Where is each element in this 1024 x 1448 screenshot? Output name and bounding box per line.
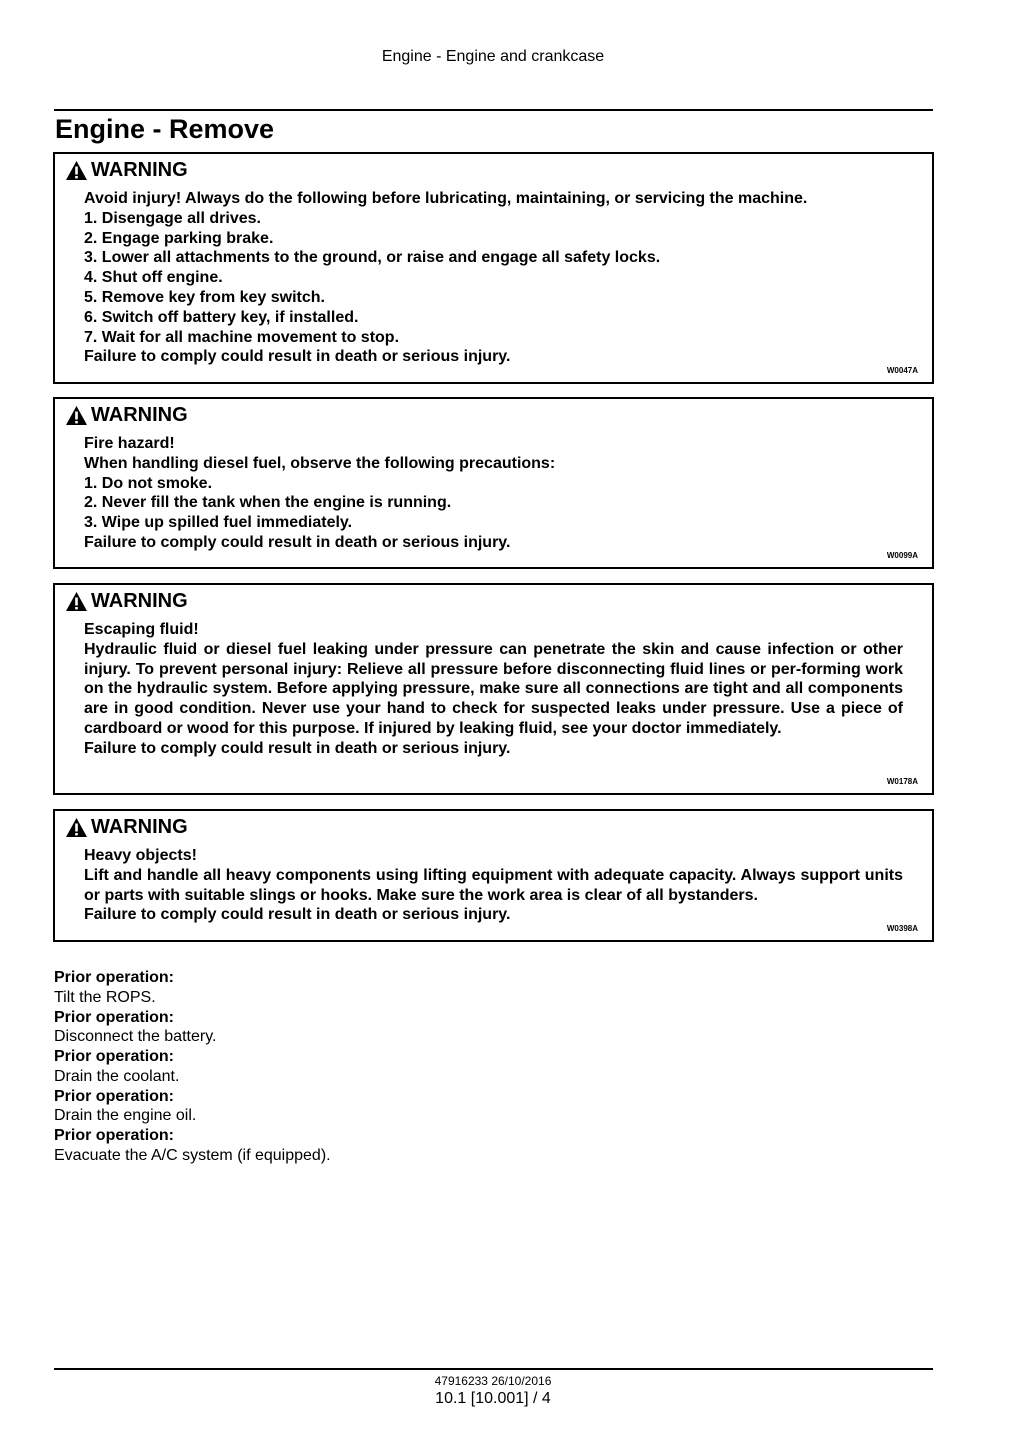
warning-intro: Heavy objects! [84,847,197,864]
prior-operation-label: Prior operation: [54,1127,175,1144]
running-header: Engine - Engine and crankcase [381,48,605,65]
warning-line: 5. Remove key from key switch. [84,288,325,306]
warning-box-fire [53,397,934,569]
warning-heading-label: WARNING [91,404,188,426]
warning-line: 1. Disengage all drives. [84,209,261,227]
warning-intro: Escaping fluid! [84,621,199,638]
warning-heading-label: WARNING [91,816,188,838]
warning-line: Avoid injury! Always do the following before lubricating, maintaining, or servicing the machine. [84,190,808,207]
warning-code: W0398A [886,924,918,933]
warning-line: 2. Never fill the tank when the engine is running. [84,494,452,512]
footer-document-reference: 47916233 26/10/2016 [434,1374,552,1388]
footer-page-number: 10.1 [10.001] / 4 [435,1390,551,1407]
warning-heading [65,590,188,613]
warning-heading [65,159,188,182]
warning-line: Fire hazard! [84,435,175,452]
warning-triangle-icon [65,160,88,181]
warning-line: Failure to comply could result in death or serious injury. [84,348,511,366]
prior-operation-label: Prior operation: [54,969,175,986]
warning-line: When handling diesel fuel, observe the following precautions: [84,454,556,472]
header-rule [54,109,933,111]
warning-line: 6. Switch off battery key, if installed. [84,308,359,326]
warning-paragraph: Hydraulic fluid or diesel fuel leaking under pressure can penetrate the skin and cause infection or other injury. To prevent personal injury: Relieve all pressure before disconnecting fluid lines or per-forming work on the hydraulic system. Before applying pressure, make sure all connections are tight and all components are in good condition. Never use your hand to check for suspected leaks under pressure. Use a piece of cardboard or wood for this purpose. If injured by leaking fluid, see your doctor immediately. [84,640,903,737]
prior-operation-step[interactable]: Tilt the ROPS. [54,988,156,1006]
warning-code: W0178A [886,777,918,786]
prior-operation-step[interactable]: Disconnect the battery. [54,1028,217,1046]
warning-line: 7. Wait for all machine movement to stop. [84,328,400,346]
warning-box-heavy [53,809,934,942]
warning-triangle-icon [65,591,88,612]
warning-line: 4. Shut off engine. [84,269,223,287]
warning-closing: Failure to comply could result in death or serious injury. [84,906,511,924]
warning-body [84,189,903,367]
warning-code: W0047A [886,366,918,375]
warning-body [84,846,903,925]
warning-body [84,434,903,553]
warning-heading [65,816,188,839]
prior-operation-step[interactable]: Evacuate the A/C system (if equipped). [54,1146,331,1164]
warning-paragraph: Lift and handle all heavy components using lifting equipment with adequate capacity. Always support units or parts with suitable slings or hooks. Make sure the work area is clear of all bystanders. [84,866,903,904]
prior-operations-list [54,968,331,1166]
warning-heading-label: WARNING [91,159,188,181]
warning-closing: Failure to comply could result in death or serious injury. [84,739,511,757]
warning-line: 3. Wipe up spilled fuel immediately. [84,514,353,532]
prior-operation-label: Prior operation: [54,1008,175,1026]
warning-heading [65,404,188,427]
warning-box-fluid [53,583,934,795]
warning-box-injury [53,152,934,384]
warning-line: Failure to comply could result in death or serious injury. [84,533,511,551]
prior-operation-label: Prior operation: [54,1087,175,1105]
warning-line: 3. Lower all attachments to the ground, or raise and engage all safety locks. [84,249,661,267]
warning-line: 1. Do not smoke. [84,474,213,492]
warning-heading-label: WARNING [91,590,188,612]
page-title: Engine - Remove [55,114,275,144]
prior-operation-label: Prior operation: [54,1048,175,1065]
warning-body [84,620,903,759]
prior-operation-step[interactable]: Drain the engine oil. [54,1107,197,1125]
warning-triangle-icon [65,405,88,426]
prior-operation-step[interactable]: Drain the coolant. [54,1067,180,1085]
warning-triangle-icon [65,817,88,838]
footer-rule [54,1368,933,1370]
warning-line: 2. Engage parking brake. [84,229,274,247]
warning-code: W0099A [886,551,918,560]
